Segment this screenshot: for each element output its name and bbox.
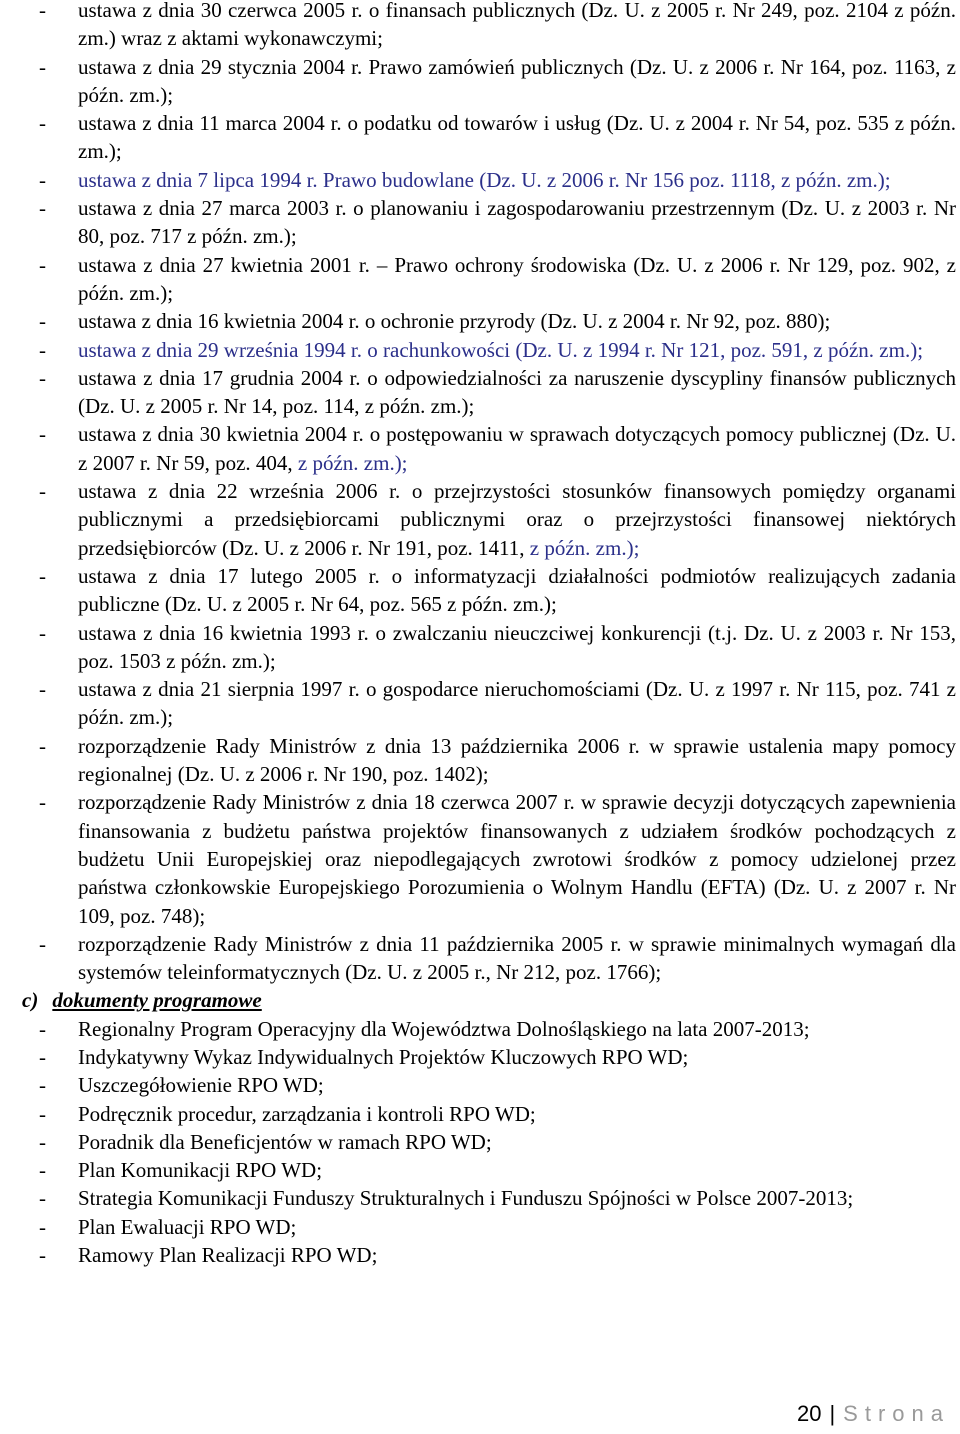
list-dash: - xyxy=(39,309,46,334)
programme-document-item-text: Uszczegółowienie RPO WD; xyxy=(78,1073,324,1098)
legal-act-item xyxy=(0,420,956,477)
legal-act-item xyxy=(0,562,956,619)
programme-documents-list xyxy=(0,1015,956,1270)
legal-act-item xyxy=(0,675,956,732)
legal-act-item-text: ustawa z dnia 30 czerwca 2005 r. o finansach publicznych (Dz. U. z 2005 r. Nr 249, poz. 2104 z późn. zm.) wraz z aktami wykonawczymi; xyxy=(78,0,956,51)
legal-act-item-text: ustawa z dnia 27 marca 2003 r. o planowaniu i zagospodarowaniu przestrzennym (Dz. U. z 2003 r. Nr 80, poz. 717 z późn. zm.); xyxy=(78,196,956,249)
legal-act-item xyxy=(0,619,956,676)
legal-act-item xyxy=(0,307,956,335)
list-dash: - xyxy=(39,620,46,645)
programme-document-item xyxy=(0,1043,956,1071)
list-dash: - xyxy=(39,733,46,758)
legal-act-item xyxy=(0,251,956,308)
programme-document-item xyxy=(0,1213,956,1241)
legal-act-item-text: ustawa z dnia 11 marca 2004 r. o podatku od towarów i usług (Dz. U. z 2004 r. Nr 54, poz. 535 z późn. zm.); xyxy=(78,111,956,164)
programme-document-item xyxy=(0,1156,956,1184)
section-letter: c) xyxy=(22,988,39,1013)
section-heading-c xyxy=(0,986,956,1014)
list-dash: - xyxy=(39,1044,46,1069)
legal-act-item xyxy=(0,732,956,789)
legal-act-item-text: rozporządzenie Rady Ministrów z dnia 13 października 2006 r. w sprawie ustalenia mapy pomocy regionalnej (Dz. U. z 2006 r. Nr 190, poz. 1402); xyxy=(78,733,956,787)
programme-document-item xyxy=(0,1071,956,1099)
programme-document-item-text: Poradnik dla Beneficjentów w ramach RPO WD; xyxy=(78,1129,492,1154)
list-dash: - xyxy=(39,1158,46,1183)
list-dash: - xyxy=(39,0,46,22)
legal-act-item xyxy=(0,53,956,110)
list-dash: - xyxy=(39,422,46,447)
legal-act-item xyxy=(0,336,956,364)
list-dash: - xyxy=(39,54,46,79)
programme-document-item-text: Indykatywny Wykaz Indywidualnych Projektów Kluczowych RPO WD; xyxy=(78,1044,689,1069)
legal-act-item xyxy=(0,930,956,987)
legal-act-item xyxy=(0,0,956,53)
programme-document-item xyxy=(0,1241,956,1269)
list-dash: - xyxy=(39,337,46,362)
page-footer xyxy=(797,1400,950,1428)
legal-act-item-text: ustawa z dnia 17 lutego 2005 r. o informatyzacji działalności podmiotów realizujących zadania publiczne (Dz. U. z 2005 r. Nr 64, poz. 565 z późn. zm.); xyxy=(78,563,956,617)
legal-act-item xyxy=(0,788,956,929)
list-dash: - xyxy=(39,167,46,192)
programme-document-item xyxy=(0,1128,956,1156)
list-dash: - xyxy=(39,931,46,956)
legal-act-item-tail: z późn. zm.); xyxy=(297,450,408,475)
legal-act-item-text: ustawa z dnia 7 lipca 1994 r. Prawo budowlane (Dz. U. z 2006 r. Nr 156 poz. 1118, z późn. zm.); xyxy=(78,167,891,192)
legal-act-item-text: rozporządzenie Rady Ministrów z dnia 11 października 2005 r. w sprawie minimalnych wymagań dla systemów teleinformatycznych (Dz. U. z 2005 r., Nr 212, poz. 1766); xyxy=(78,931,956,985)
legal-act-item-tail: z późn. zm.); xyxy=(529,535,640,560)
legal-act-item xyxy=(0,109,956,166)
legal-act-item xyxy=(0,166,956,194)
programme-document-item-text: Plan Ewaluacji RPO WD; xyxy=(78,1214,297,1239)
list-dash: - xyxy=(39,252,46,277)
programme-document-item-text: Strategia Komunikacji Funduszy Strukturalnych i Funduszu Spójności w Polsce 2007-2013; xyxy=(78,1186,854,1211)
page-number: 20 xyxy=(796,1401,822,1426)
legal-act-item-text: ustawa z dnia 16 kwietnia 1993 r. o zwalczaniu nieuczciwej konkurencji (t.j. Dz. U. z 2003 r. Nr 153, poz. 1503 z późn. zm.); xyxy=(78,620,956,673)
legal-act-item-text: ustawa z dnia 29 stycznia 2004 r. Prawo zamówień publicznych (Dz. U. z 2006 r. Nr 164, poz. 1163, z późn. zm.); xyxy=(78,54,956,107)
list-dash: - xyxy=(39,1016,46,1041)
programme-document-item xyxy=(0,1100,956,1128)
list-dash: - xyxy=(39,479,46,504)
footer-separator: | xyxy=(829,1401,836,1426)
legal-act-item-text: ustawa z dnia 16 kwietnia 2004 r. o ochronie przyrody (Dz. U. z 2004 r. Nr 92, poz. 880); xyxy=(78,309,831,334)
section-title: dokumenty programowe xyxy=(52,988,262,1013)
legal-act-item xyxy=(0,364,956,421)
programme-document-item xyxy=(0,1015,956,1043)
list-dash: - xyxy=(39,365,46,390)
list-dash: - xyxy=(39,677,46,702)
list-dash: - xyxy=(39,1101,46,1126)
list-dash: - xyxy=(39,111,46,136)
list-dash: - xyxy=(39,1129,46,1154)
programme-document-item-text: Podręcznik procedur, zarządzania i kontroli RPO WD; xyxy=(78,1101,536,1126)
legal-act-item-text: ustawa z dnia 29 września 1994 r. o rachunkowości (Dz. U. z 1994 r. Nr 121, poz. 591, z późn. zm.); xyxy=(78,337,924,362)
legal-act-item-text: ustawa z dnia 30 kwietnia 2004 r. o postępowaniu w sprawach dotyczących pomocy publicznej (Dz. U. z 2007 r. Nr 59, poz. 404, xyxy=(78,422,956,475)
programme-document-item-text: Ramowy Plan Realizacji RPO WD; xyxy=(78,1243,378,1268)
list-dash: - xyxy=(39,790,46,815)
footer-page-word: Strona xyxy=(843,1401,950,1426)
legal-act-item-text: ustawa z dnia 17 grudnia 2004 r. o odpowiedzialności za naruszenie dyscypliny finansów publicznych (Dz. U. z 2005 r. Nr 14, poz. 114, z późn. zm.); xyxy=(78,365,956,419)
list-dash: - xyxy=(39,563,46,588)
legal-act-item-text: ustawa z dnia 27 kwietnia 2001 r. – Prawo ochrony środowiska (Dz. U. z 2006 r. Nr 129, poz. 902, z późn. zm.); xyxy=(78,252,956,305)
list-dash: - xyxy=(39,1186,46,1211)
legal-act-item xyxy=(0,477,956,562)
list-dash: - xyxy=(39,1214,46,1239)
legal-act-item-text: ustawa z dnia 21 sierpnia 1997 r. o gospodarce nieruchomościami (Dz. U. z 1997 r. Nr 115, poz. 741 z późn. zm.); xyxy=(78,677,956,730)
programme-document-item-text: Plan Komunikacji RPO WD; xyxy=(78,1158,323,1183)
list-dash: - xyxy=(39,1073,46,1098)
legal-act-item xyxy=(0,194,956,251)
legal-act-item-text: ustawa z dnia 22 września 2006 r. o przejrzystości stosunków finansowych pomiędzy organami publicznymi a przedsiębiorcami publicznymi oraz o przejrzystości finansowej niektórych przedsiębiorców (Dz. U. z 2006 r. Nr 191, poz. 1411, xyxy=(78,479,956,560)
legal-act-item-text: rozporządzenie Rady Ministrów z dnia 18 czerwca 2007 r. w sprawie decyzji dotyczących zapewnienia finansowania z budżetu państwa projektów finansowanych z udziałem środków pochodzących z budżetu Unii Europejskiej oraz niepodlegających zwrotowi środków z pomocy udzielonej przez państwa członkowskie Europejskiego Porozumienia o Wolnym Handlu (EFTA) (Dz. U. z 2007 r. Nr 109, poz. 748); xyxy=(78,790,956,928)
programme-document-item xyxy=(0,1184,956,1212)
list-dash: - xyxy=(39,1243,46,1268)
programme-document-item-text: Regionalny Program Operacyjny dla Województwa Dolnośląskiego na lata 2007-2013; xyxy=(78,1016,810,1041)
list-dash: - xyxy=(39,196,46,221)
